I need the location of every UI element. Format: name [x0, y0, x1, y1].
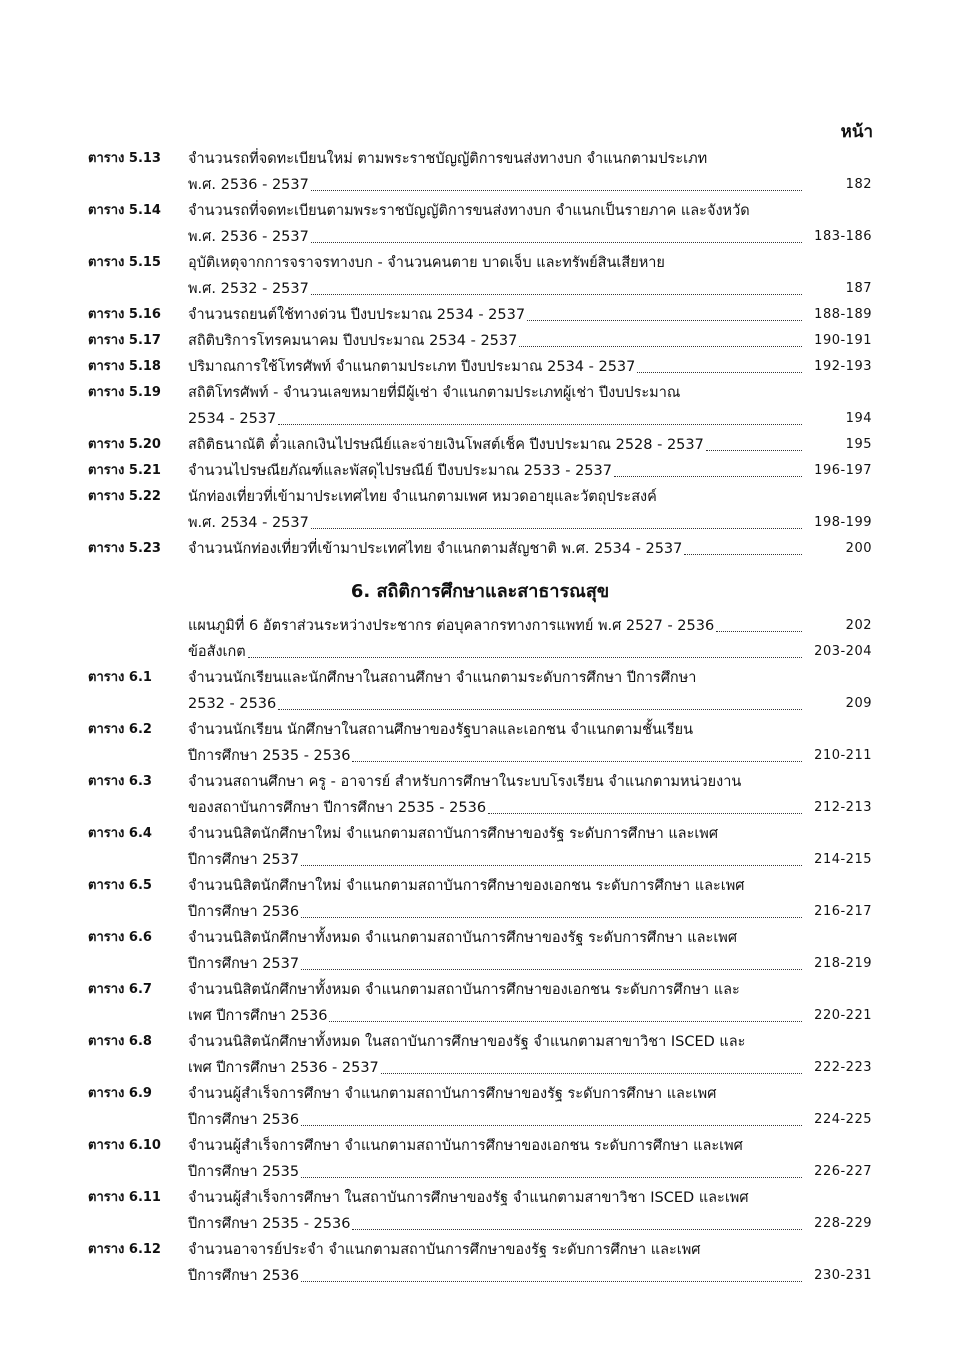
entry-label: ตาราง 6.7 — [88, 982, 152, 997]
entry-last-line — [188, 1003, 872, 1029]
entry-last-line — [188, 1107, 872, 1133]
page-column-header: หน้า — [840, 122, 873, 142]
dot-leader — [381, 1073, 802, 1074]
entry-label: ตาราง 5.23 — [88, 541, 161, 556]
entry-label: ตาราง 5.13 — [88, 151, 161, 166]
entry-last-line — [188, 795, 872, 821]
page-number: 188-189 — [814, 307, 872, 322]
dot-leader — [329, 1021, 802, 1022]
page-number: 183-186 — [814, 229, 872, 244]
toc-entry — [88, 380, 872, 432]
entry-last-line — [188, 639, 872, 665]
toc-entry — [88, 458, 872, 484]
entry-body — [188, 1237, 872, 1289]
page-number: 195 — [845, 437, 872, 452]
entry-last-line — [188, 354, 872, 380]
dot-leader — [278, 709, 802, 710]
entry-text-line: จำนวนนักท่องเที่ยวที่เข้ามาประเทศไทย จำแนกตามสัญชาติ พ.ศ. 2534 - 2537 — [188, 541, 683, 557]
toc-section-5-list — [88, 146, 872, 562]
toc-entry — [88, 1237, 872, 1289]
entry-body — [188, 354, 872, 380]
entry-label: ตาราง 6.6 — [88, 930, 152, 945]
dot-leader — [311, 242, 802, 243]
entry-text-line: จำนวนรถยนต์ใช้ทางด่วน ปีงบประมาณ 2534 - 2537 — [188, 307, 526, 323]
dot-leader — [301, 969, 802, 970]
dot-leader — [311, 294, 802, 295]
entry-last-line — [188, 1263, 872, 1289]
entry-text-line: จำนวนนิสิตนักศึกษาทั้งหมด จำแนกตามสถาบันการศึกษาของรัฐ ระดับการศึกษา และเพศ — [188, 930, 738, 946]
entry-last-line — [188, 1211, 872, 1237]
entry-text-line: แผนภูมิที่ 6 อัตราส่วนระหว่างประชากร ต่อบุคลากรทางการแพทย์ พ.ศ 2527 - 2536 — [188, 618, 715, 634]
entry-body — [188, 250, 872, 302]
entry-text-line: ปีการศึกษา 2537 — [188, 956, 300, 972]
entry-text-line: สถิติโทรศัพท์ - จำนวนเลขหมายที่มีผู้เช่า จำแนกตามประเภทผู้เช่า ปีงบประมาณ — [188, 385, 681, 401]
toc-entry — [88, 769, 872, 821]
page-number: 226-227 — [814, 1164, 872, 1179]
dot-leader — [311, 190, 802, 191]
page-number: 194 — [845, 411, 872, 426]
toc-entry — [88, 665, 872, 717]
entry-label — [88, 639, 188, 665]
entry-label: ตาราง 5.18 — [88, 359, 161, 374]
entry-body — [188, 198, 872, 250]
entry-label: ตาราง 6.2 — [88, 722, 152, 737]
toc-list — [88, 146, 872, 1289]
entry-label: ตาราง 5.15 — [88, 255, 161, 270]
entry-body — [188, 380, 872, 432]
entry-body — [188, 146, 872, 198]
entry-label: ตาราง 6.4 — [88, 826, 152, 841]
toc-entry — [88, 432, 872, 458]
entry-last-line — [188, 1055, 872, 1081]
entry-text-line: ปีการศึกษา 2536 — [188, 1268, 300, 1284]
entry-label: ตาราง 5.19 — [88, 385, 161, 400]
page-number: 200 — [845, 541, 872, 556]
entry-label: ตาราง 6.12 — [88, 1242, 161, 1257]
toc-entry — [88, 354, 872, 380]
toc-section-6-list — [88, 613, 872, 1289]
dot-leader — [301, 1125, 802, 1126]
entry-last-line — [188, 172, 872, 198]
toc-entry — [88, 1185, 872, 1237]
entry-text-line: สถิติบริการโทรคมนาคม ปีงบประมาณ 2534 - 2537 — [188, 333, 518, 349]
entry-label: ตาราง 6.8 — [88, 1034, 152, 1049]
entry-body — [188, 717, 872, 769]
dot-leader — [716, 631, 802, 632]
page-number: 228-229 — [814, 1216, 872, 1231]
entry-last-line — [188, 406, 872, 432]
entry-text-line: จำนวนผู้สำเร็จการศึกษา จำแนกตามสถาบันการศึกษาของเอกชน ระดับการศึกษา และเพศ — [188, 1138, 743, 1154]
page-number: 220-221 — [814, 1008, 872, 1023]
toc-entry — [88, 821, 872, 873]
entry-body — [188, 639, 872, 665]
page-number: 210-211 — [814, 748, 872, 763]
entry-body — [188, 925, 872, 977]
toc-entry — [88, 873, 872, 925]
toc-entry — [88, 1133, 872, 1185]
page-number: 190-191 — [814, 333, 872, 348]
entry-label: ตาราง 6.1 — [88, 670, 152, 685]
page-number: 218-219 — [814, 956, 872, 971]
entry-text-line: จำนวนอาจารย์ประจำ จำแนกตามสถาบันการศึกษาของรัฐ ระดับการศึกษา และเพศ — [188, 1242, 701, 1258]
entry-text-line: ปีการศึกษา 2535 - 2536 — [188, 1216, 351, 1232]
toc-entry — [88, 639, 872, 665]
page-number: 182 — [845, 177, 872, 192]
entry-text-line: พ.ศ. 2536 - 2537 — [188, 229, 309, 245]
entry-text-line: จำนวนผู้สำเร็จการศึกษา จำแนกตามสถาบันการศึกษาของรัฐ ระดับการศึกษา และเพศ — [188, 1086, 717, 1102]
entry-text-line: จำนวนนิสิตนักศึกษาทั้งหมด จำแนกตามสถาบันการศึกษาของเอกชน ระดับการศึกษา และ — [188, 982, 740, 998]
entry-text-line: สถิติธนาณัติ ตั๋วแลกเงินไปรษณีย์และจ่ายเงินโพสต์เช็ค ปีงบประมาณ 2528 - 2537 — [188, 437, 704, 453]
entry-text-line: ปีการศึกษา 2536 — [188, 904, 300, 920]
entry-body — [188, 1029, 872, 1081]
page-number: 214-215 — [814, 852, 872, 867]
entry-label — [88, 613, 188, 639]
dot-leader — [301, 865, 802, 866]
toc-entry — [88, 613, 872, 639]
entry-last-line — [188, 458, 872, 484]
entry-body — [188, 873, 872, 925]
entry-label: ตาราง 5.22 — [88, 489, 161, 504]
toc-entry — [88, 484, 872, 536]
toc-entry — [88, 536, 872, 562]
entry-last-line — [188, 328, 872, 354]
page-number: 230-231 — [814, 1268, 872, 1283]
page-number: 196-197 — [814, 463, 872, 478]
page-number: 212-213 — [814, 800, 872, 815]
entry-text-line: ข้อสังเกต — [188, 644, 246, 660]
page-number: 202 — [845, 618, 872, 633]
entry-label: ตาราง 5.20 — [88, 437, 161, 452]
toc-entry — [88, 1081, 872, 1133]
entry-last-line — [188, 899, 872, 925]
entry-label: ตาราง 5.21 — [88, 463, 161, 478]
toc-entry — [88, 302, 872, 328]
page-number: 224-225 — [814, 1112, 872, 1127]
entry-body — [188, 977, 872, 1029]
entry-body — [188, 484, 872, 536]
page-number: 203-204 — [814, 644, 872, 659]
entry-text-line: จำนวนนักเรียน นักศึกษาในสถานศึกษาของรัฐบาลและเอกชน จำแนกตามชั้นเรียน — [188, 722, 694, 738]
page-number: 209 — [845, 696, 872, 711]
dot-leader — [614, 476, 802, 477]
entry-body — [188, 1133, 872, 1185]
entry-last-line — [188, 691, 872, 717]
entry-label: ตาราง 6.11 — [88, 1190, 161, 1205]
entry-body — [188, 328, 872, 354]
entry-label: ตาราง 6.5 — [88, 878, 152, 893]
entry-last-line — [188, 536, 872, 562]
entry-body — [188, 821, 872, 873]
entry-label: ตาราง 5.17 — [88, 333, 161, 348]
page-number: 222-223 — [814, 1060, 872, 1075]
entry-label: ตาราง 6.10 — [88, 1138, 161, 1153]
entry-text-line: ของสถาบันการศึกษา ปีการศึกษา 2535 - 2536 — [188, 800, 487, 816]
entry-text-line: จำนวนไปรษณียภัณฑ์และพัสดุไปรษณีย์ ปีงบประมาณ 2533 - 2537 — [188, 463, 612, 479]
entry-text-line: อุบัติเหตุจากการจราจรทางบก - จำนวนคนตาย บาดเจ็บ และทรัพย์สินเสียหาย — [188, 255, 665, 271]
entry-text-line: 2532 - 2536 — [188, 696, 277, 712]
entry-text-line: จำนวนนิสิตนักศึกษาใหม่ จำแนกตามสถาบันการศึกษาของรัฐ ระดับการศึกษา และเพศ — [188, 826, 719, 842]
dot-leader — [519, 346, 802, 347]
page-number: 198-199 — [814, 515, 872, 530]
toc-entry — [88, 250, 872, 302]
entry-last-line — [188, 276, 872, 302]
entry-last-line — [188, 1159, 872, 1185]
entry-body — [188, 769, 872, 821]
entry-body — [188, 613, 872, 639]
toc-entry — [88, 977, 872, 1029]
entry-text-line: พ.ศ. 2532 - 2537 — [188, 281, 309, 297]
entry-body — [188, 432, 872, 458]
toc-entry — [88, 328, 872, 354]
entry-body — [188, 665, 872, 717]
dot-leader — [684, 554, 802, 555]
entry-last-line — [188, 432, 872, 458]
entry-text-line: 2534 - 2537 — [188, 411, 277, 427]
entry-label: ตาราง 5.14 — [88, 203, 161, 218]
page-number: 187 — [845, 281, 872, 296]
entry-text-line: ปีการศึกษา 2535 - 2536 — [188, 748, 351, 764]
entry-last-line — [188, 951, 872, 977]
entry-body — [188, 1081, 872, 1133]
entry-body — [188, 536, 872, 562]
entry-text-line: จำนวนนิสิตนักศึกษาใหม่ จำแนกตามสถาบันการศึกษาของเอกชน ระดับการศึกษา และเพศ — [188, 878, 745, 894]
entry-body — [188, 1185, 872, 1237]
entry-text-line: จำนวนนักเรียนและนักศึกษาในสถานศึกษา จำแนกตามระดับการศึกษา ปีการศึกษา — [188, 670, 697, 686]
entry-text-line: ปริมาณการใช้โทรศัพท์ จำแนกตามประเภท ปีงบประมาณ 2534 - 2537 — [188, 359, 636, 375]
entry-last-line — [188, 224, 872, 250]
entry-body — [188, 302, 872, 328]
entry-text-line: เพศ ปีการศึกษา 2536 — [188, 1008, 328, 1024]
entry-label: ตาราง 5.16 — [88, 307, 161, 322]
entry-text-line: ปีการศึกษา 2535 — [188, 1164, 300, 1180]
entry-last-line — [188, 613, 872, 639]
dot-leader — [311, 528, 802, 529]
entry-text-line: จำนวนนิสิตนักศึกษาทั้งหมด ในสถาบันการศึกษาของรัฐ จำแนกตามสาขาวิชา ISCED และ — [188, 1034, 746, 1050]
toc-entry — [88, 1029, 872, 1081]
entry-last-line — [188, 302, 872, 328]
toc-entry — [88, 198, 872, 250]
entry-label: ตาราง 6.3 — [88, 774, 152, 789]
toc-entry — [88, 925, 872, 977]
entry-text-line: พ.ศ. 2534 - 2537 — [188, 515, 309, 531]
entry-body — [188, 458, 872, 484]
entry-text-line: นักท่องเที่ยวที่เข้ามาประเทศไทย จำแนกตามเพศ หมวดอายุและวัตถุประสงค์ — [188, 489, 657, 505]
entry-label: ตาราง 6.9 — [88, 1086, 152, 1101]
entry-text-line: จำนวนรถที่จดทะเบียนตามพระราชบัญญัติการขนส่งทางบก จำแนกเป็นรายภาค และจังหวัด — [188, 203, 750, 219]
dot-leader — [706, 450, 802, 451]
entry-text-line: จำนวนสถานศึกษา ครู - อาจารย์ สำหรับการศึกษาในระบบโรงเรียน จำแนกตามหน่วยงาน — [188, 774, 742, 790]
dot-leader — [637, 372, 802, 373]
toc-entry — [88, 717, 872, 769]
entry-last-line — [188, 510, 872, 536]
dot-leader — [301, 1281, 802, 1282]
dot-leader — [352, 761, 802, 762]
entry-text-line: จำนวนผู้สำเร็จการศึกษา ในสถาบันการศึกษาของรัฐ จำแนกตามสาขาวิชา ISCED และเพศ — [188, 1190, 749, 1206]
dot-leader — [301, 1177, 802, 1178]
dot-leader — [248, 657, 802, 658]
dot-leader — [301, 917, 802, 918]
entry-last-line — [188, 743, 872, 769]
dot-leader — [527, 320, 802, 321]
entry-text-line: เพศ ปีการศึกษา 2536 - 2537 — [188, 1060, 379, 1076]
page-number: 216-217 — [814, 904, 872, 919]
entry-last-line — [188, 847, 872, 873]
dot-leader — [278, 424, 802, 425]
entry-text-line: ปีการศึกษา 2537 — [188, 852, 300, 868]
section-heading: 6. สถิติการศึกษาและสาธารณสุข — [350, 581, 610, 602]
entry-text-line: ปีการศึกษา 2536 — [188, 1112, 300, 1128]
entry-text-line: จำนวนรถที่จดทะเบียนใหม่ ตามพระราชบัญญัติการขนส่งทางบก จำแนกตามประเภท — [188, 151, 708, 167]
entry-text-line: พ.ศ. 2536 - 2537 — [188, 177, 309, 193]
page-number: 192-193 — [814, 359, 872, 374]
dot-leader — [488, 813, 802, 814]
dot-leader — [352, 1229, 802, 1230]
toc-entry — [88, 146, 872, 198]
